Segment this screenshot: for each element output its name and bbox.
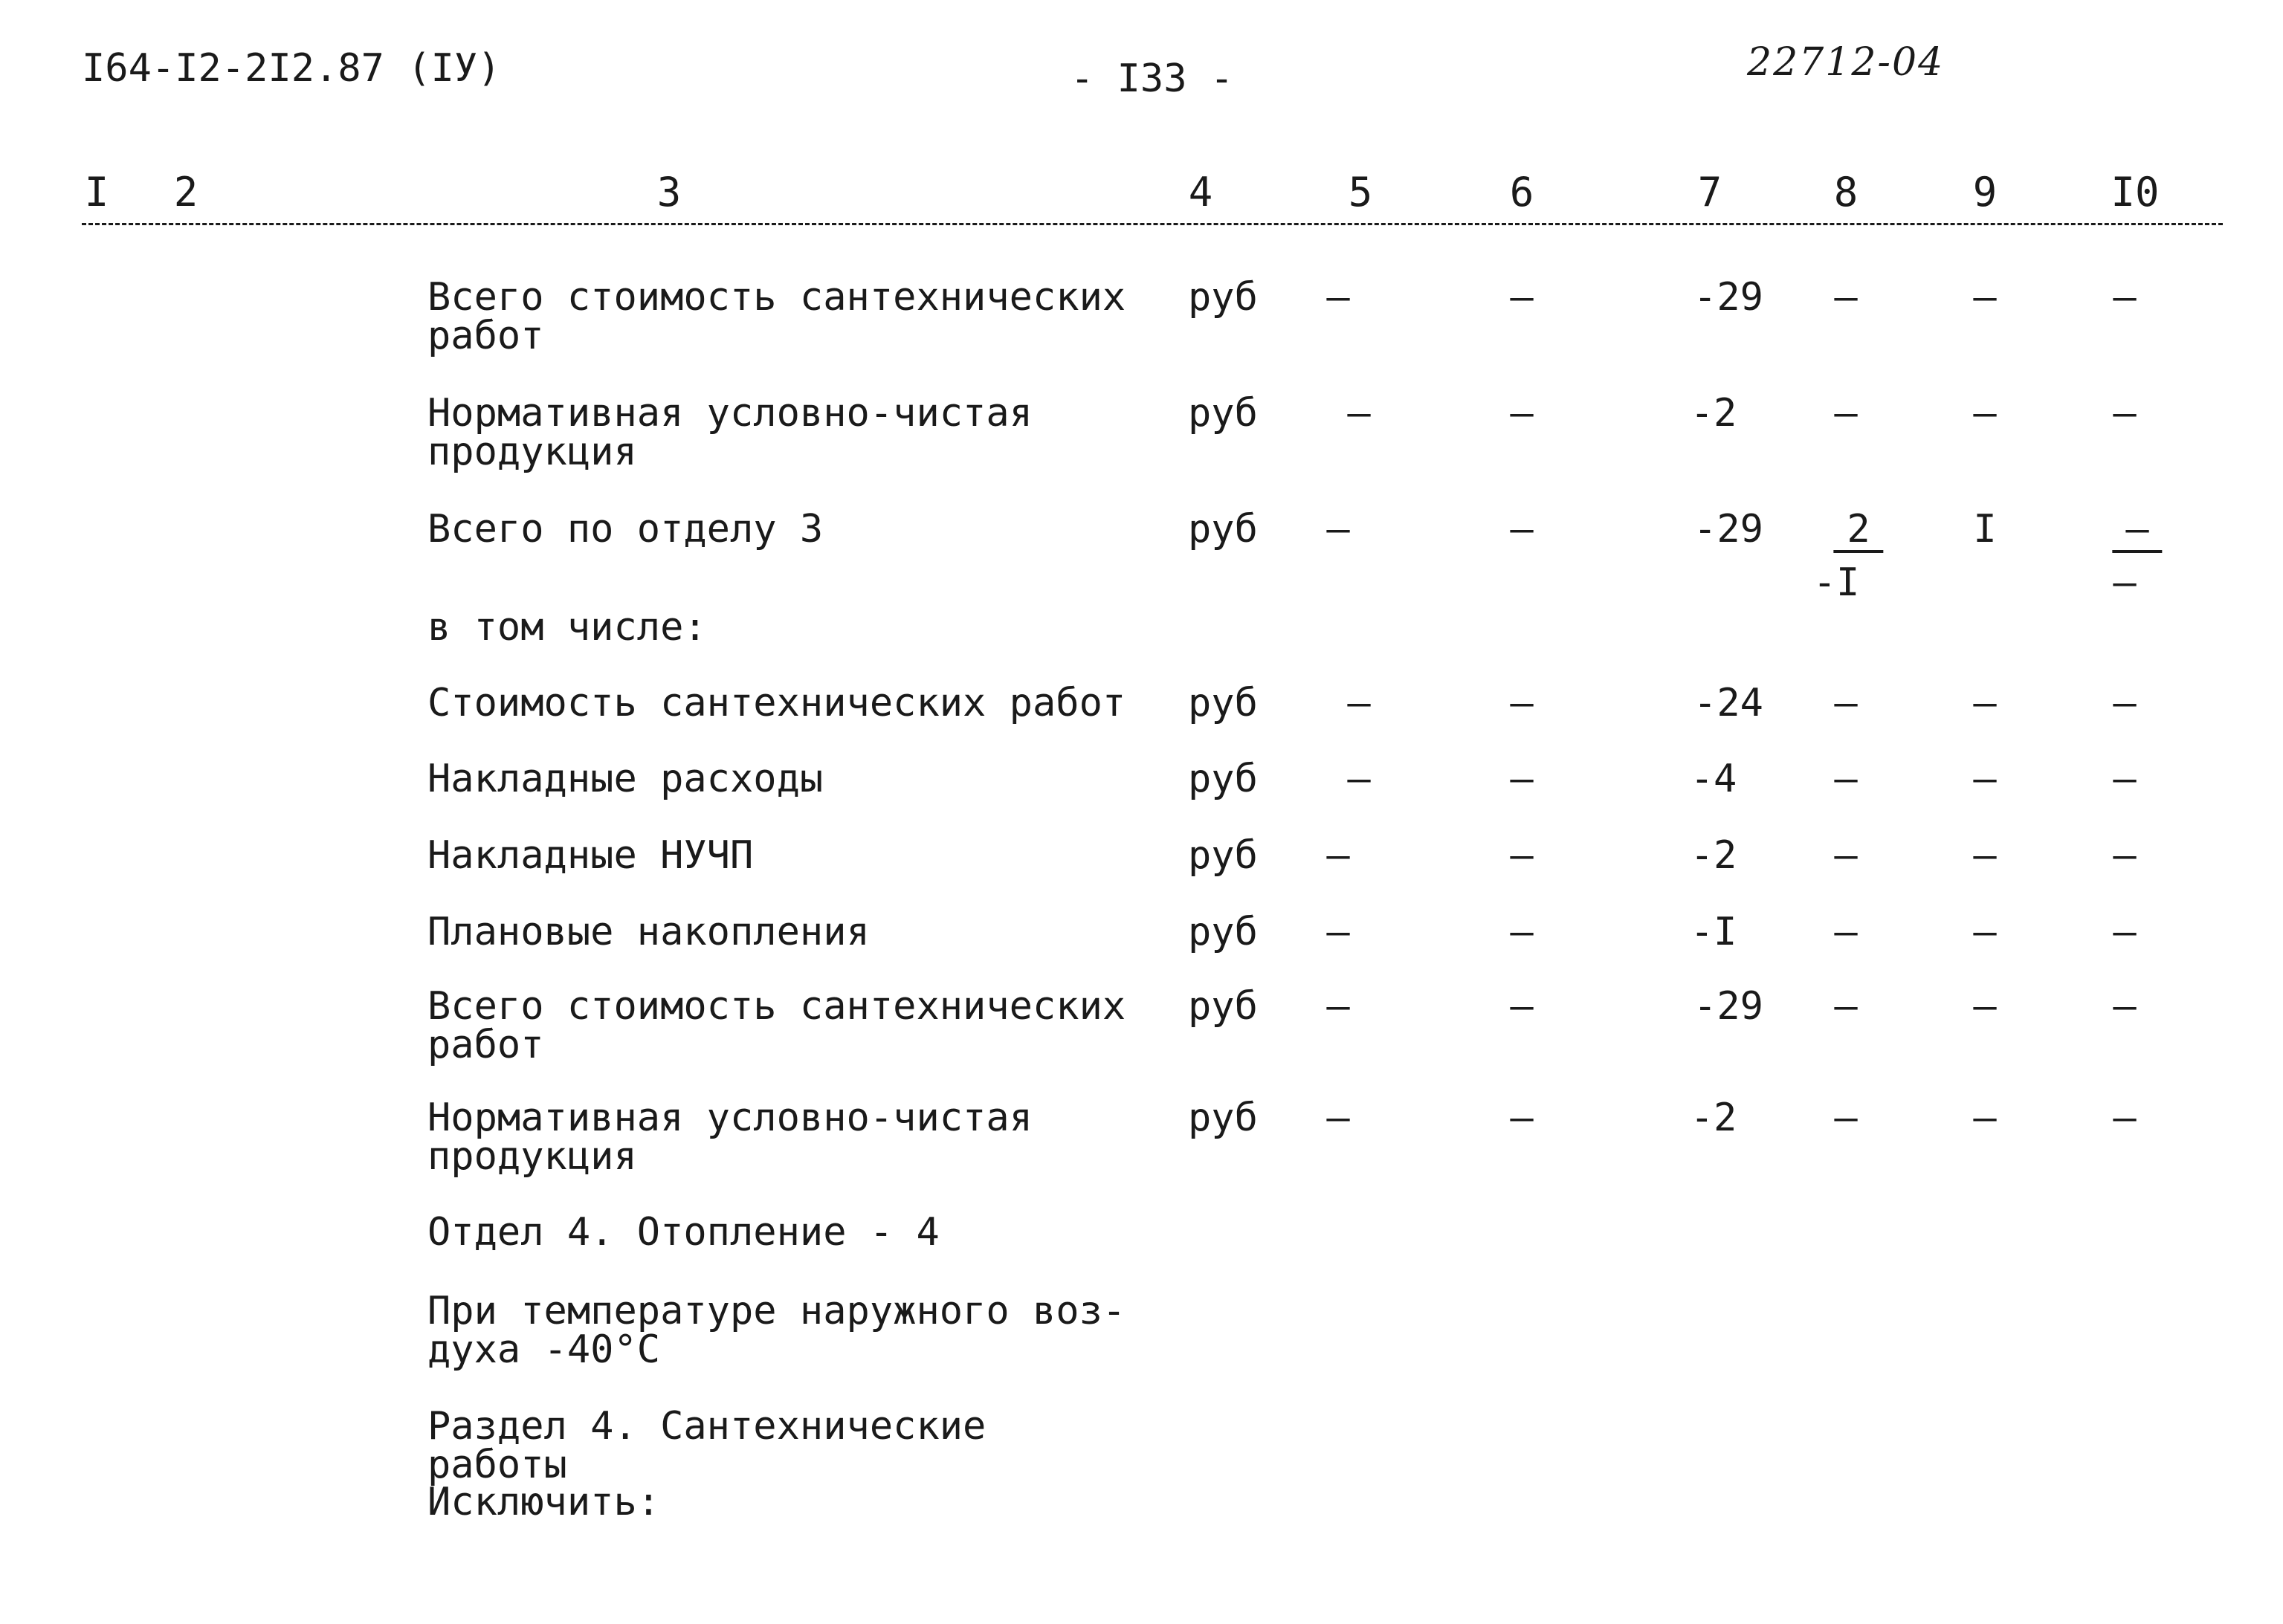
cell-col-7: -29 — [1693, 984, 1763, 1029]
cell-col-8: – — [1834, 833, 1858, 878]
column-number-4: 4 — [1188, 169, 1213, 216]
cell-col-10: – — [2113, 681, 2137, 725]
cell-col-7: -29 — [1693, 275, 1763, 320]
cell-col-10-denominator: – — [2113, 560, 2137, 605]
cell-col-5: – — [1347, 757, 1371, 801]
cell-col-6: – — [1510, 833, 1534, 878]
cell-col-7: -2 — [1690, 833, 1737, 878]
cell-col-6: – — [1510, 391, 1534, 436]
row-name: Исключить: — [427, 1480, 661, 1524]
row-unit: руб — [1188, 507, 1258, 551]
cell-col-5: – — [1326, 833, 1350, 878]
cell-col-10: – — [2113, 910, 2137, 954]
cell-col-9: – — [1973, 910, 1997, 954]
cell-col-7: -I — [1690, 910, 1737, 954]
row-unit: руб — [1188, 391, 1258, 436]
column-number-7: 7 — [1697, 169, 1722, 216]
document-code: I64-I2-2I2.87 (IУ) — [82, 46, 501, 91]
row-name: Всего стоимость сантехнических работ — [427, 984, 1126, 1067]
cell-col-8: – — [1834, 984, 1858, 1029]
cell-col-6: – — [1510, 1096, 1534, 1140]
cell-col-8: – — [1834, 391, 1858, 436]
cell-col-7: -24 — [1693, 681, 1763, 725]
cell-col-6: – — [1510, 275, 1534, 320]
row-unit: руб — [1188, 833, 1258, 878]
cell-col-6: – — [1510, 757, 1534, 801]
cell-col-9: – — [1973, 984, 1997, 1029]
row-name: Отдел 4. Отопление - 4 — [427, 1210, 940, 1255]
row-name: Нормативная условно-чистая продукция — [427, 391, 1033, 474]
cell-col-8: – — [1834, 757, 1858, 801]
cell-col-5: – — [1347, 681, 1371, 725]
column-number-10: I0 — [2111, 169, 2160, 216]
column-number-8: 8 — [1833, 169, 1859, 216]
cell-col-5: – — [1326, 507, 1350, 551]
header-rule — [82, 223, 2223, 225]
cell-col-8-numerator: 2 — [1833, 510, 1883, 553]
cell-col-6: – — [1510, 507, 1534, 551]
cell-col-7: -2 — [1690, 1096, 1737, 1140]
row-name: Стоимость сантехнических работ — [427, 681, 1126, 725]
cell-col-10: – — [2113, 391, 2137, 436]
cell-col-9: I — [1973, 507, 1997, 551]
column-number-5: 5 — [1348, 169, 1373, 216]
cell-col-5: – — [1326, 1096, 1350, 1140]
row-unit: руб — [1188, 757, 1258, 801]
row-name: Накладные НУЧП — [427, 833, 754, 878]
row-name: Всего по отделу 3 — [427, 507, 824, 551]
cell-col-8: – — [1834, 1096, 1858, 1140]
row-unit: руб — [1188, 910, 1258, 954]
cell-col-9: – — [1973, 833, 1997, 878]
cell-col-10: – — [2113, 833, 2137, 878]
cell-col-7: -2 — [1690, 391, 1737, 436]
row-name: Раздел 4. Сантехнические работы — [427, 1404, 986, 1487]
cell-col-10: – — [2113, 757, 2137, 801]
cell-col-5: – — [1326, 275, 1350, 320]
cell-col-9: – — [1973, 1096, 1997, 1140]
cell-col-8: – — [1834, 275, 1858, 320]
cell-col-7: -29 — [1693, 507, 1763, 551]
row-name: Накладные расходы — [427, 757, 824, 801]
column-number-6: 6 — [1509, 169, 1534, 216]
cell-col-6: – — [1510, 910, 1534, 954]
cell-col-5: – — [1347, 391, 1371, 436]
row-unit: руб — [1188, 984, 1258, 1029]
column-number-2: 2 — [173, 169, 198, 216]
cell-col-9: – — [1973, 275, 1997, 320]
row-unit: руб — [1188, 275, 1258, 320]
row-name: Всего стоимость сантехнических работ — [427, 275, 1126, 358]
cell-col-9: – — [1973, 681, 1997, 725]
cell-col-9: – — [1973, 391, 1997, 436]
cell-col-10: – — [2113, 275, 2137, 320]
cell-col-10-numerator: – — [2112, 510, 2162, 553]
cell-col-8: – — [1834, 681, 1858, 725]
cell-col-7: -4 — [1690, 757, 1737, 801]
cell-col-8: – — [1834, 910, 1858, 954]
cell-col-5: – — [1326, 910, 1350, 954]
column-number-9: 9 — [1972, 169, 1998, 216]
cell-col-6: – — [1510, 681, 1534, 725]
cell-col-10: – — [2113, 1096, 2137, 1140]
column-number-3: 3 — [656, 169, 682, 216]
row-name: Нормативная условно-чистая продукция — [427, 1096, 1033, 1179]
column-number-1: I — [84, 169, 109, 216]
row-name: в том числе: — [427, 605, 707, 650]
row-name: Плановые накопления — [427, 910, 870, 954]
cell-col-10: – — [2113, 984, 2137, 1029]
document-number: 22712-04 — [1747, 40, 1945, 85]
cell-col-5: – — [1326, 984, 1350, 1029]
row-unit: руб — [1188, 681, 1258, 725]
cell-col-9: – — [1973, 757, 1997, 801]
cell-col-8-denominator: -I — [1812, 560, 1860, 605]
row-unit: руб — [1188, 1096, 1258, 1140]
row-name: При температуре наружного воз- духа -40°C — [427, 1289, 1126, 1372]
cell-col-6: – — [1510, 984, 1534, 1029]
page-number: - I33 - — [1071, 56, 1234, 101]
